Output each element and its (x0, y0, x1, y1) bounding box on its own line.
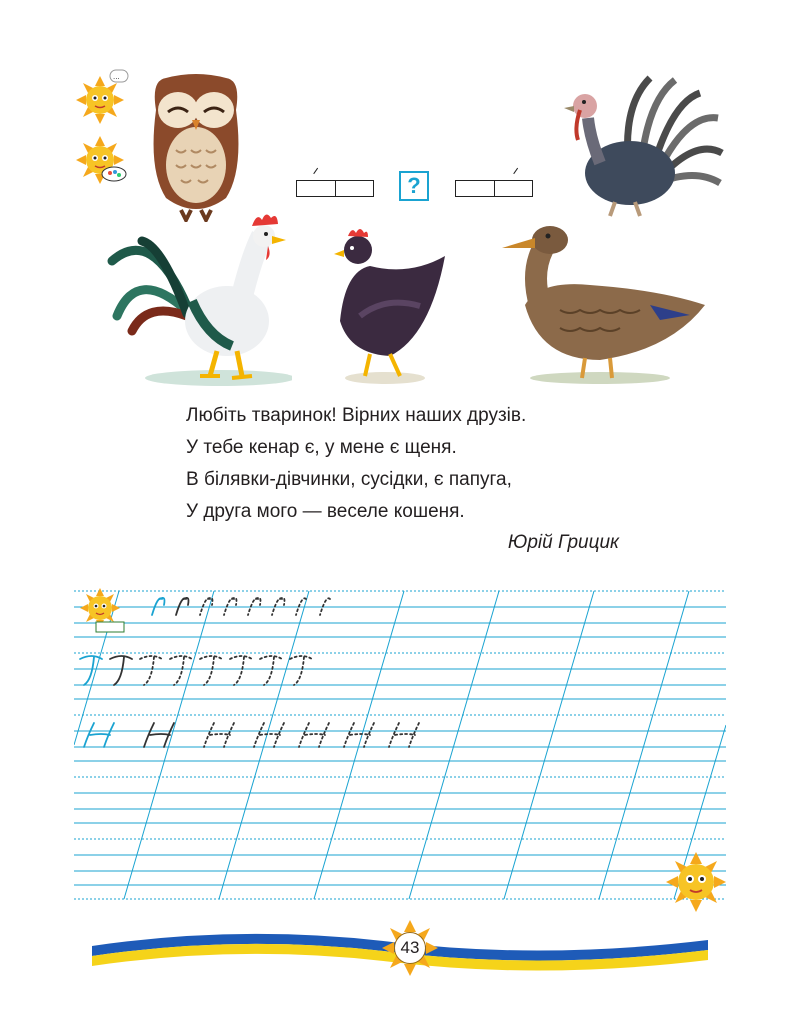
owl-illustration (146, 70, 246, 222)
poem-line: Любіть тваринок! Вірних наших друзів. (186, 405, 527, 426)
sun-thinking-icon (74, 68, 130, 128)
syllable-cell (495, 181, 533, 196)
question-box (399, 171, 429, 201)
hen-illustration (330, 226, 452, 386)
turkey-illustration (560, 68, 730, 220)
poem (186, 400, 646, 528)
duck-illustration (500, 210, 712, 390)
syllable-cell (336, 181, 374, 196)
poem-line: У друга мого — веселе кошеня. (186, 501, 465, 522)
word-scheme-left (296, 180, 374, 197)
rooster-illustration (92, 206, 292, 390)
sun-writing-icon (76, 586, 128, 636)
question-mark: ? (407, 173, 421, 198)
svg-text:...: ... (113, 72, 120, 81)
sun-painting-icon (74, 132, 130, 190)
poem-line: В білявки-дівчинки, сусідки, є папуга, (186, 469, 512, 490)
word-scheme-right (455, 180, 533, 197)
poem-author: Юрій Грицик (507, 532, 619, 553)
syllable-cell (456, 181, 495, 196)
sun-smile-icon (664, 850, 728, 914)
handwriting-grid (74, 585, 726, 905)
syllable-cell (297, 181, 336, 196)
page-number: 43 (394, 932, 426, 964)
poem-line: У тебе кенар є, у мене є щеня. (186, 437, 457, 458)
